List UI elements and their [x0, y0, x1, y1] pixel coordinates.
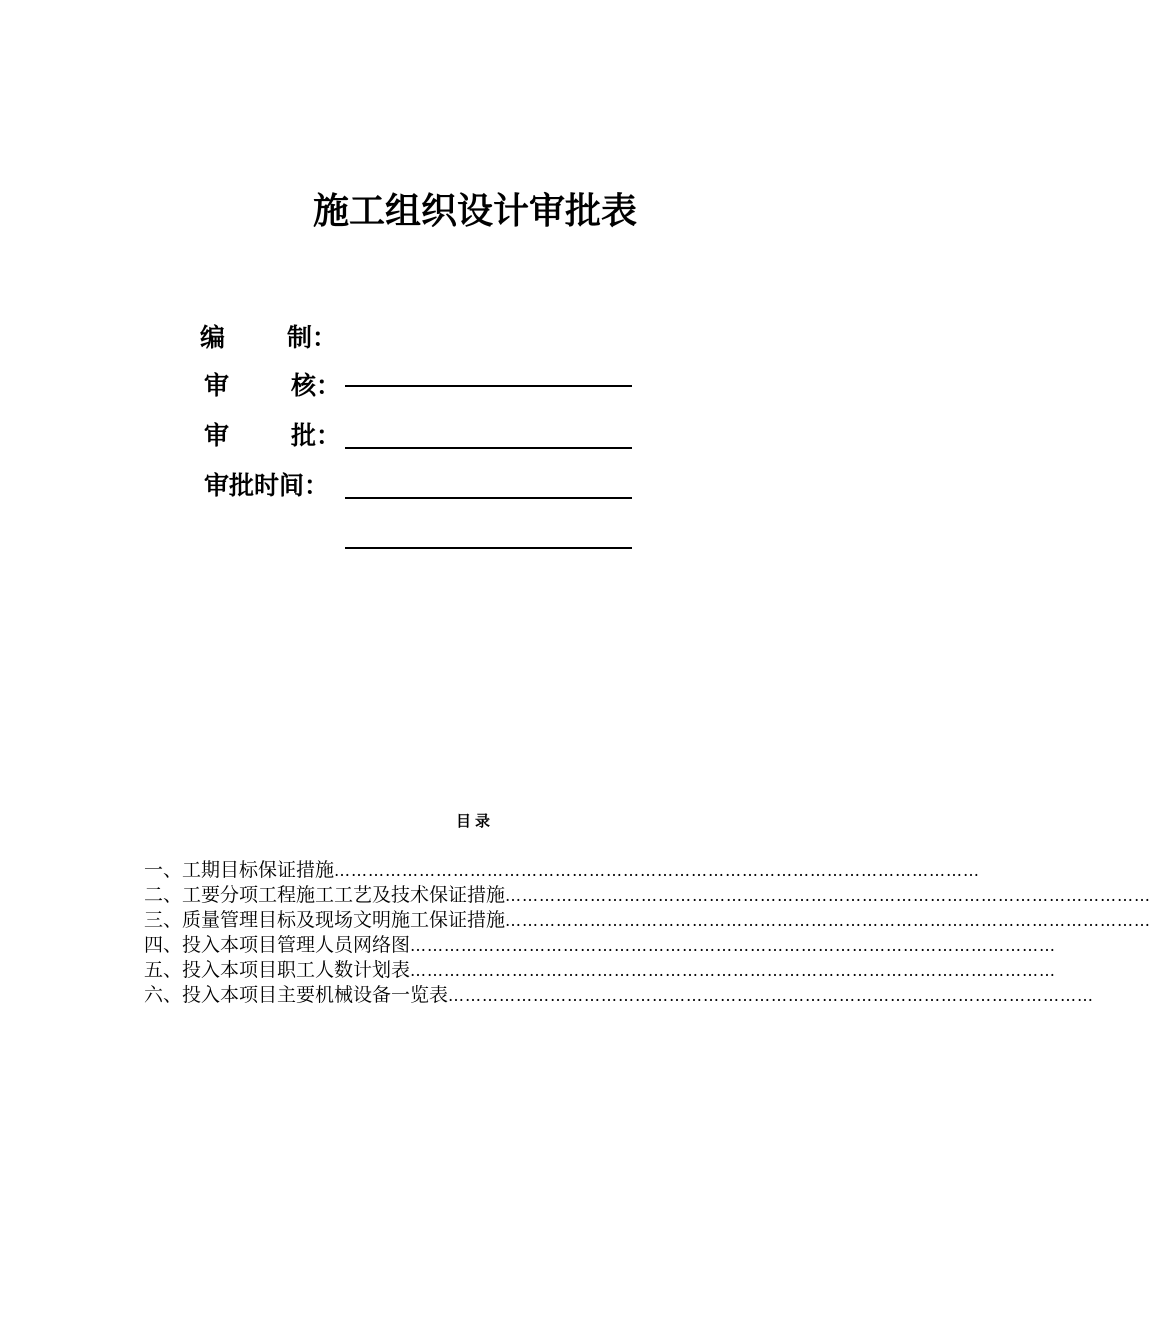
toc-item-text: 五、投入本项目职工人数计划表 — [144, 959, 411, 981]
approved-by-signature-line[interactable] — [345, 447, 632, 449]
field-reviewed-by: 审 核： — [204, 366, 644, 406]
field-approval-date: 审批时间： — [204, 466, 644, 506]
toc-item[interactable] — [144, 908, 1151, 933]
document-title: 施工组织设计审批表 — [312, 191, 637, 232]
toc-leader-dots: …………………………………………………………………………………………………… — [334, 861, 981, 880]
toc-item[interactable] — [144, 933, 1057, 958]
toc-item[interactable] — [144, 983, 1095, 1008]
toc-leader-dots: …………………………………………………………………………………………………… — [410, 961, 1057, 980]
toc-item[interactable] — [144, 883, 1151, 908]
extra-blank-line[interactable] — [345, 547, 632, 549]
reviewed-by-signature-line[interactable] — [345, 385, 632, 387]
field-compiled-by: 编 制： — [200, 323, 338, 352]
approval-date-line[interactable] — [345, 497, 632, 499]
toc-item[interactable] — [144, 958, 1057, 983]
toc-leader-dots: …………………………………………………………………………………………………… — [448, 986, 1095, 1005]
table-of-contents — [144, 858, 1151, 1008]
toc-item-text: 一、工期目标保证措施 — [144, 859, 335, 881]
field-approved-by: 审 批： — [204, 416, 644, 456]
toc-heading: 目录 — [455, 812, 494, 830]
toc-item-text: 四、投入本项目管理人员网络图 — [144, 934, 411, 956]
toc-item-text: 二、工要分项工程施工工艺及技术保证措施 — [144, 884, 506, 906]
toc-item[interactable] — [144, 858, 981, 883]
toc-leader-dots: …………………………………………………………………………………………………… — [505, 886, 1151, 905]
toc-item-text: 三、质量管理目标及现场文明施工保证措施 — [144, 909, 506, 931]
toc-item-text: 六、投入本项目主要机械设备一览表 — [144, 984, 449, 1006]
toc-leader-dots: …………………………………………………………………………………………………… — [505, 911, 1151, 930]
toc-leader-dots: …………………………………………………………………………………………………… — [410, 936, 1057, 955]
